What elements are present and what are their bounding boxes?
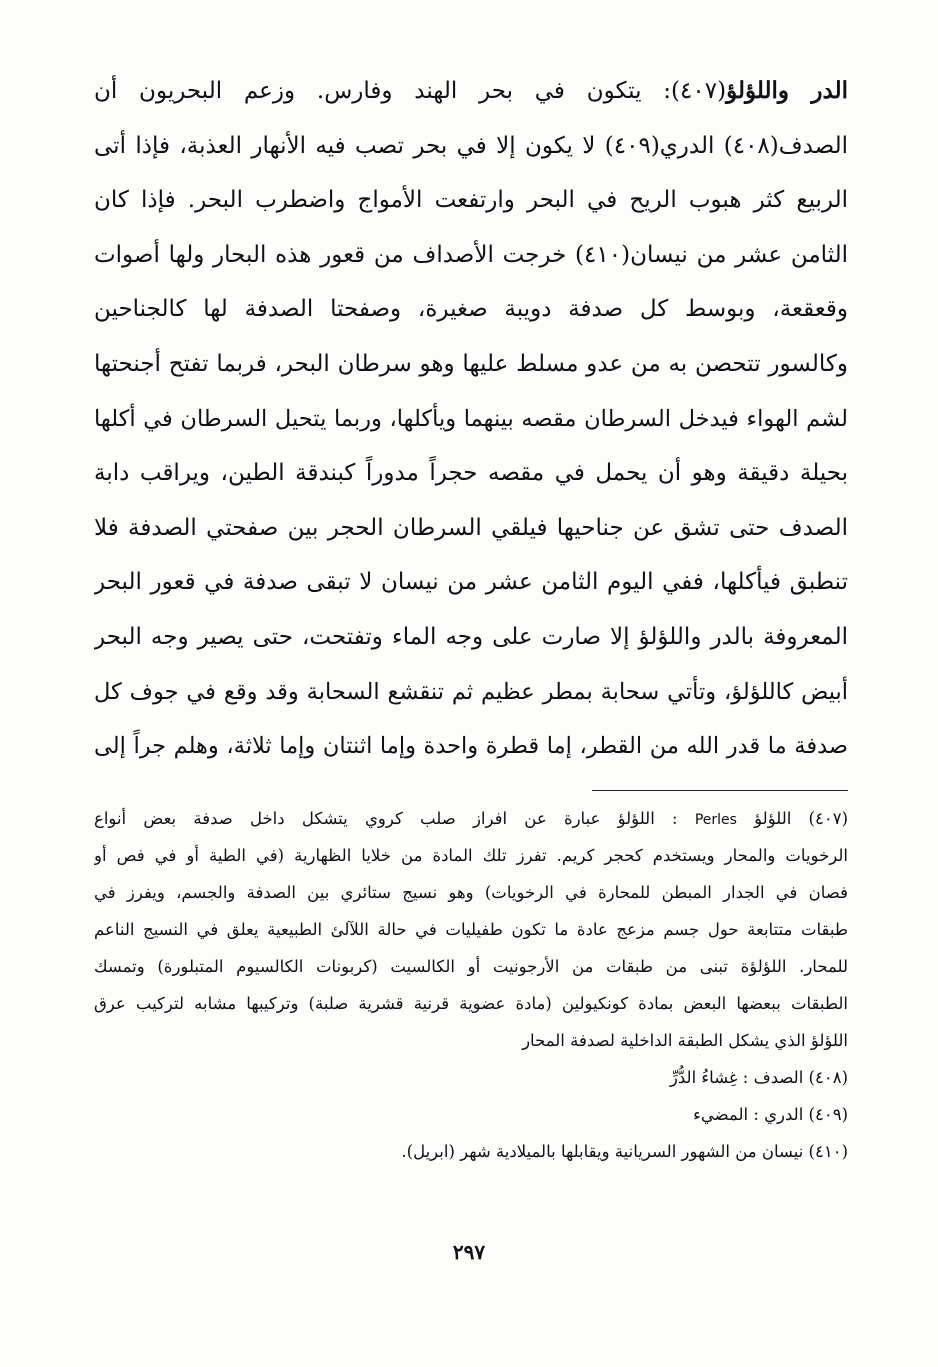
- line-text: الثامن عشر من نيسان(٤١٠) خرجت الأصداف من قعور هذه البحار ولها أصوات: [94, 241, 848, 268]
- footnote-text: الطبقات ببعضها البعض بمادة كونكيولين (مادة عضوية قرنية قشرية صلبة) وتركيبها مشابه لتركيب عرق: [94, 994, 848, 1013]
- line-text: تنطبق فيأكلها، ففي اليوم الثامن عشر من نيسان لا تبقى صدفة في قعور البحر: [94, 569, 848, 596]
- footnote-408: [94, 1059, 848, 1096]
- line-text: الربيع كثر هبوب الريح في البحر وارتفعت الأمواج واضطرب البحر. فإذا كان: [94, 187, 848, 214]
- main-paragraph: [94, 64, 848, 774]
- footnote-text: (٤١٠) نيسان من الشهور السريانية ويقابلها بالميلادية شهر (ابريل).: [401, 1142, 848, 1161]
- line-text: المعروفة بالدر واللؤلؤ إلا صارت على وجه الماء وتفتحت، حتى يصير وجه البحر: [94, 623, 848, 650]
- line-text: (٤٠٧): يتكون في بحر الهند وفارس. وزعم البحريون أن: [94, 78, 727, 104]
- footnote-409: [94, 1096, 848, 1133]
- page-number: ٢٩٧: [452, 1240, 486, 1264]
- footnote-text: (٤٠٨) الصدف : غِشاءُ الدُّرِّ: [669, 1068, 848, 1087]
- main-line: [94, 282, 848, 337]
- main-line: [94, 665, 848, 720]
- line-text: أبيض كاللؤلؤ، وتأتي سحابة بمطر عظيم ثم تنقشع السحابة وقد وقع في جوف كل: [94, 678, 848, 705]
- footnote-line: [94, 911, 848, 948]
- footnote-410: [94, 1133, 848, 1170]
- footnote-text: (٤٠٧) اللؤلؤ: [736, 809, 848, 828]
- footnotes: [94, 800, 848, 1170]
- line-text: الصدف حتى تشق عن جناحيها فيلقي السرطان الحجر بين صفحتي الصدفة فلا: [94, 514, 848, 541]
- main-line: [94, 64, 848, 119]
- line-text: لشم الهواء فيدخل السرطان مقصه بينهما ويأكلها، وربما يتحيل السرطان في أكلها: [94, 405, 848, 432]
- main-line: [94, 610, 848, 665]
- main-line: [94, 555, 848, 610]
- line-text: الصدف(٤٠٨) الدري(٤٠٩) لا يكون إلا في بحر تصب فيه الأنهار العذبة، فإذا أتى: [94, 132, 848, 159]
- footnote-text: طبقات متتابعة حول جسم مزعج عادة ما تكون طفيليات في حالة اللآلئ الطبيعية يعلق في النسيج الناعم: [94, 920, 848, 939]
- footnote-text: (٤٠٩) الدري : المضيء: [693, 1105, 848, 1124]
- main-line: [94, 446, 848, 501]
- main-line: [94, 719, 848, 774]
- main-line: [94, 119, 848, 174]
- footnote-line: [94, 800, 848, 837]
- main-line: [94, 501, 848, 556]
- footnote-text: الرخويات والمحار ويستخدم كحجر كريم. تفرز تلك المادة من خلايا الظهارية (في الطية أو في فص أو: [94, 846, 848, 865]
- line-text: صدفة ما قدر الله من القطر، إما قطرة واحدة وإما اثنتان وإما ثلاثة، وهلم جراً إلى: [94, 733, 848, 760]
- line-text: بحيلة دقيقة وهو أن يحمل في مقصه حجراً مدوراً كبندقة الطين، ويراقب دابة: [94, 460, 848, 487]
- footnote-line: [94, 837, 848, 874]
- footnote-text: فصان في الجدار المبطن للمحارة في الرخويات) وهو نسيج ستائري بين الصدفة والجسم، ويفرز في: [94, 883, 848, 902]
- footnote-text: : اللؤلؤ عبارة عن افراز صلب كروي يتشكل داخل صدفة بعض أنواع: [94, 809, 695, 828]
- footnote-line: [94, 948, 848, 985]
- footnote-latin-term: Perles: [694, 812, 737, 828]
- footnote-text: للمحار. اللؤلؤة تبنى من طبقات من الأرجونيت أو الكالسيت (كربونات الكالسيوم المتبلورة) وتمسك: [94, 957, 848, 976]
- main-line: [94, 173, 848, 228]
- footnote-separator: [592, 790, 848, 791]
- main-line: [94, 337, 848, 392]
- footnote-text: اللؤلؤ الذي يشكل الطبقة الداخلية لصدفة المحار: [522, 1031, 848, 1050]
- main-line: [94, 392, 848, 447]
- main-line: [94, 228, 848, 283]
- footnote-line: [94, 874, 848, 911]
- line-text: وقعقعة، وبوسط كل صدفة دويبة صغيرة، وصفحتا الصدفة لها كالجناحين: [94, 296, 848, 323]
- line-text: وكالسور تتحصن به من عدو مسلط عليها وهو سرطان البحر، فربما تفتح أجنحتها: [94, 350, 848, 377]
- footnote-line: [94, 985, 848, 1022]
- footnote-line: [94, 1022, 848, 1059]
- entry-heading: الدر واللؤلؤ: [726, 77, 848, 104]
